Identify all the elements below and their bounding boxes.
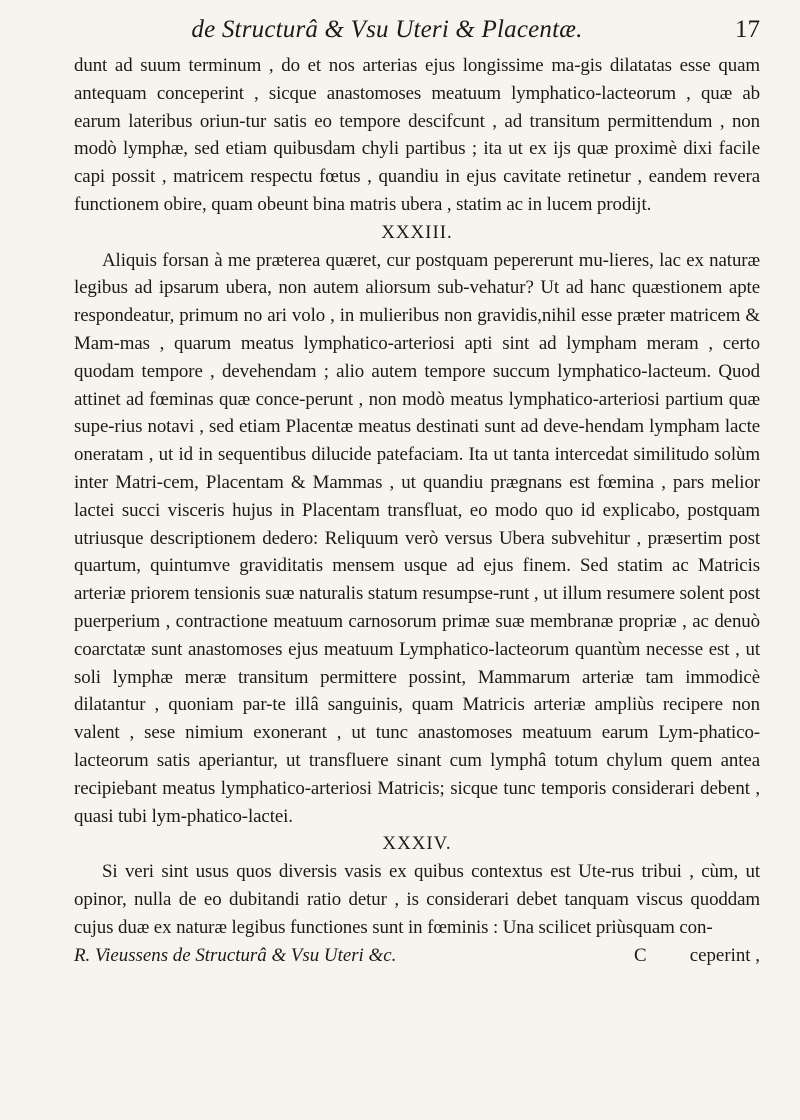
body-text bbox=[74, 52, 760, 942]
running-title: de Structurâ & Vsu Uteri & Placentæ. bbox=[191, 16, 583, 43]
signature-mark: C bbox=[634, 944, 647, 966]
page-number: 17 bbox=[735, 16, 760, 43]
section-number-xxxiv: XXXIV. bbox=[382, 833, 452, 855]
catchword: ceperint , bbox=[689, 944, 760, 966]
paragraph-continuation: dunt ad suum terminum , do et nos arterias ejus longissime ma-gis dilatatas esse quam antequam conceperint , sicque anastomoses meatuum lymphatico-lacteorum , quæ ab earum lateribus oriun-tur satis eo tempore descifcunt , ad transitum permittendum , non modò lymphæ, sed etiam quibusdam chyli partibus ; ita ut ex ijs quæ proximè dixi facile capi possit , matricem respectu fœtus , quandiu in ejus cavitate retinetur , eandem revera functionem obire, quam obeunt bina matris ubera , statim ac in lucem prodijt. bbox=[74, 55, 760, 215]
paragraph-xxxiv: Si veri sint usus quos diversis vasis ex quibus contextus est Ute-rus tribui , cùm, ut opinor, nulla de eo dubitandi ratio detur , is considerari debet tanquam viscus quoddam cujus duæ ex naturæ legibus functiones sunt in fœminis : Una scilicet priùsquam con- bbox=[74, 861, 760, 938]
paragraph-xxxiii: Aliquis forsan à me præterea quæret, cur postquam pepererunt mu-lieres, lac ex naturæ legibus ad ipsarum ubera, non autem aliorsum sub-vehatur? Ut ad hanc quæstionem apte respondeatur, primum no ari volo , in mulieribus non gravidis,nihil esse præter matricem & Mam-mas , quarum meatus lymphatico-arteriosi apti sint ad lympham meram , certo quodam tempore , devehendam ; alio autem tempore succum lymphatico-lacteum. Quod attinet ad fœminas quæ conce-perunt , non modò meatus lymphatico-arteriosi partium quæ supe-rius notavi , sed etiam Placentæ meatus destinati sunt ad deve-hendam lympham lacte oneratam , ut id in sequentibus dilucide patefaciam. Ita ut tanta intercedat similitudo solùm inter Matri-cem, Placentam & Mammas , ut quandiu prægnans est fœmina , pars melior lactei succi visceris hujus in Placentam transfluat, eo modo quo id explicabo, postquam utriusque descriptionem dedero: Reliquum verò versus Ubera subvehitur , præsertim post quartum, quintumve graviditatis mensem usque ad ejus finem. Sed statim ac Matricis arteriæ priorem tensionis suæ naturalis statum resumpse-runt , ut illum resumere solent post puerperium , contractione meatuum carnosorum primæ suæ membranæ propriæ , ac denuò coarctatæ sunt anastomoses ejus meatuum Lymphatico-lacteorum quantùm necesse est , ut soli lymphæ meræ transitum permittere possint, Mammarum arteriæ tam immodicè dilatantur , quoniam par-te illâ sanguinis, quam Matricis arteriæ ampliùs recipere non valent , sese nimium exonerant , ut tunc anastomoses meatuum earum Lym-phatico-lacteorum satis aperiantur, ut transfluere sinant cum lymphâ totum chylum quem antea recipiebant meatus lymphatico-arteriosi Matricis; sicque tunc temporis considerari debent , quasi tubi lym-phatico-lactei. bbox=[74, 249, 760, 827]
page-footer bbox=[74, 942, 760, 970]
running-header bbox=[74, 8, 760, 52]
section-number-xxxiii: XXXIII. bbox=[381, 221, 453, 243]
footer-signature: R. Vieussens de Structurâ & Vsu Uteri &c. bbox=[74, 944, 397, 966]
